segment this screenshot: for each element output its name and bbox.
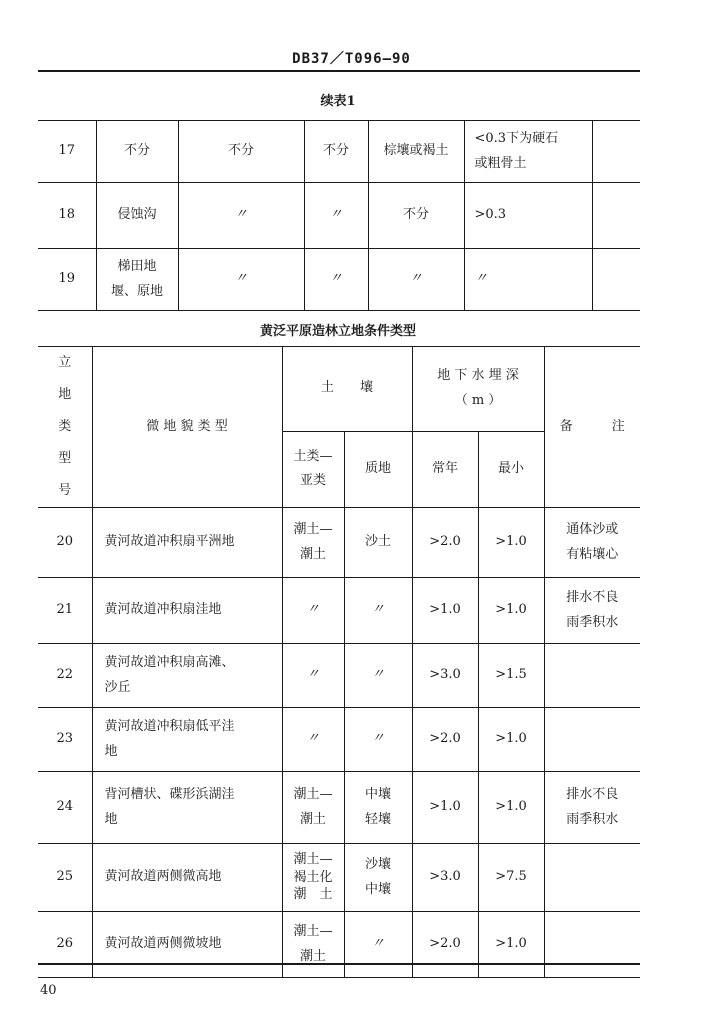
normal-depth-cell: >3.0 (412, 844, 478, 912)
table-row (38, 844, 640, 912)
minimum-depth-cell: >1.0 (478, 912, 544, 978)
soil-class-cell-line: 潮 土 (293, 887, 333, 903)
soil-class-cell (282, 912, 344, 978)
soil-texture-cell-line: 〃 (371, 602, 385, 618)
site-number-header (38, 347, 92, 508)
row-number: 20 (38, 508, 92, 578)
soil-class-header-line: 土类— (293, 448, 333, 464)
table-row (38, 644, 640, 708)
soil-texture-cell-line: 沙壤 (365, 856, 392, 872)
soil-class-cell (282, 644, 344, 708)
depth-cell (464, 249, 592, 311)
soil-class-cell-line: 褐土化 (293, 869, 333, 885)
soil-cell: 〃 (178, 249, 304, 311)
site-number-header-char: 立 (58, 355, 72, 370)
minimum-depth-cell: >1.0 (478, 772, 544, 844)
soil-class-cell-line: 潮土 (299, 811, 326, 827)
row-number: 23 (38, 708, 92, 772)
soil-header: 土 壤 (282, 347, 412, 432)
remark-cell-line: 排水不良 (566, 786, 619, 802)
remark-cell-line: 有粘壤心 (566, 546, 619, 562)
blank-cell (592, 249, 640, 311)
minimum-depth-cell: >1.5 (478, 644, 544, 708)
soil-texture-cell (344, 508, 412, 578)
depth-cell-line: 〃 (474, 271, 488, 287)
row-number: 22 (38, 644, 92, 708)
remark-cell (544, 508, 640, 578)
table-row (38, 708, 640, 772)
landform-cell (92, 644, 282, 708)
landform-cell-line: 黄河故道冲积扇低平洼 (104, 718, 235, 734)
soil-texture-cell-line: 中壤 (365, 881, 392, 897)
landform-cell-line: 黄河故道两侧微高地 (104, 869, 222, 885)
landform-cell-line: 沙丘 (104, 679, 131, 695)
remark-cell-line: 通体沙或 (566, 521, 619, 537)
soil-class-cell-line: 潮土 (299, 546, 326, 562)
landform-cell-line: 堰、原地 (110, 283, 163, 299)
remark-cell (544, 844, 640, 912)
remark-cell (544, 708, 640, 772)
soil-class-cell-line: 潮土— (293, 852, 333, 868)
landform-cell-line: 梯田地 (117, 258, 157, 274)
minimum-depth-cell: >1.0 (478, 508, 544, 578)
table-row (38, 508, 640, 578)
normal-depth-cell: >2.0 (412, 508, 478, 578)
landform-cell (96, 249, 178, 311)
landform-cell-line: 黄河故道冲积扇平洲地 (104, 534, 235, 550)
soil-texture-cell (344, 844, 412, 912)
depth-cell (464, 183, 592, 249)
soil-class-cell (282, 708, 344, 772)
soil-texture-cell-line: 〃 (371, 731, 385, 747)
soil-class-cell-line: 潮土— (293, 923, 333, 939)
landform-cell-line: 背河槽状、碟形浜湖洼 (104, 786, 235, 802)
soil-class-header (282, 431, 344, 507)
soil-texture-cell (344, 772, 412, 844)
standard-code: DB37／T096—90 (292, 51, 411, 67)
groundwater-header (412, 347, 544, 432)
row-number: 18 (38, 183, 96, 249)
soil-class-cell (282, 772, 344, 844)
normal-depth-cell: >1.0 (412, 772, 478, 844)
remark-cell (544, 644, 640, 708)
remark-cell (544, 772, 640, 844)
landform-cell-line: 地 (104, 743, 118, 759)
depth-cell-line: 或粗骨土 (474, 155, 527, 171)
continued-table-caption: 续表1 (320, 94, 356, 109)
normal-depth-cell: >1.0 (412, 578, 478, 644)
soil-class-header-line: 亚类 (299, 473, 326, 489)
remark-cell (544, 912, 640, 978)
normal-depth-cell: >2.0 (412, 708, 478, 772)
groundwater-header-line: 地 下 水 埋 深 (437, 368, 519, 384)
soil-texture-header: 质地 (344, 431, 412, 507)
normal-depth-header: 常年 (412, 431, 478, 507)
minimum-depth-header: 最小 (478, 431, 544, 507)
remark-cell-line: 排水不良 (566, 589, 619, 605)
landform-cell (92, 844, 282, 912)
soil-type-cell: 〃 (368, 249, 464, 311)
soil-class-cell-line: 〃 (306, 602, 320, 618)
row-number: 25 (38, 844, 92, 912)
depth-cell (464, 121, 592, 183)
normal-depth-cell: >3.0 (412, 644, 478, 708)
site-number-header-char: 地 (58, 387, 72, 402)
soil-class-cell (282, 578, 344, 644)
table-row (38, 578, 640, 644)
footer-rule (38, 963, 640, 965)
soil-cell: 〃 (178, 183, 304, 249)
header-rule (38, 70, 640, 72)
site-number-header-char: 类 (58, 419, 72, 434)
row-number: 24 (38, 772, 92, 844)
soil-texture-cell (344, 708, 412, 772)
soil-class-cell-line: 潮土— (293, 521, 333, 537)
table-row (38, 772, 640, 844)
soil-class-cell-line: 潮土 (299, 948, 326, 964)
soil-texture-cell (344, 578, 412, 644)
soil-type-cell: 不分 (368, 183, 464, 249)
landform-cell-line: 黄河故道两侧微坡地 (104, 936, 222, 952)
remark-cell-line: 雨季积水 (566, 811, 619, 827)
site-number-header-char: 型 (58, 451, 72, 466)
soil-texture-cell-line: 中壤 (365, 786, 392, 802)
site-type-caption: 黄泛平原造林立地条件类型 (259, 324, 416, 339)
site-number-header-char: 号 (58, 483, 72, 498)
landform-header: 微 地 貌 类 型 (92, 347, 282, 508)
soil-cell: 不分 (178, 121, 304, 183)
soil-texture-cell-line: 轻壤 (365, 811, 392, 827)
row-number: 26 (38, 912, 92, 978)
landform-cell: 侵蚀沟 (96, 183, 178, 249)
table-row (38, 183, 640, 249)
table-row (38, 121, 640, 183)
row-number: 19 (38, 249, 96, 311)
soil-texture-cell (344, 912, 412, 978)
blank-cell (592, 121, 640, 183)
texture-cell: 〃 (304, 249, 368, 311)
soil-texture-cell-line: 〃 (371, 667, 385, 683)
row-number: 21 (38, 578, 92, 644)
soil-class-cell-line: 〃 (306, 731, 320, 747)
soil-class-cell (282, 844, 344, 912)
table-row (38, 249, 640, 311)
landform-cell: 不分 (96, 121, 178, 183)
landform-cell-line: 黄河故道冲积扇洼地 (104, 602, 222, 618)
continued-table (38, 120, 640, 311)
soil-class-cell-line: 〃 (306, 667, 320, 683)
minimum-depth-cell: >1.0 (478, 708, 544, 772)
landform-cell (92, 912, 282, 978)
row-number: 17 (38, 121, 96, 183)
soil-class-cell-line: 潮土— (293, 786, 333, 802)
table-row (38, 912, 640, 978)
soil-class-cell (282, 508, 344, 578)
remark-cell (544, 578, 640, 644)
landform-cell (92, 578, 282, 644)
page-number: 40 (40, 983, 57, 998)
landform-cell-line: 地 (104, 811, 118, 827)
soil-texture-cell (344, 644, 412, 708)
minimum-depth-cell: >1.0 (478, 578, 544, 644)
remarks-header: 备 注 (544, 347, 640, 508)
minimum-depth-cell: >7.5 (478, 844, 544, 912)
soil-texture-cell-line: 沙土 (365, 534, 392, 550)
blank-cell (592, 183, 640, 249)
normal-depth-cell: >2.0 (412, 912, 478, 978)
landform-cell (92, 772, 282, 844)
soil-texture-cell-line: 〃 (371, 936, 385, 952)
depth-cell-line: >0.3 (474, 207, 507, 223)
texture-cell: 〃 (304, 183, 368, 249)
remark-cell-line: 雨季积水 (566, 614, 619, 630)
soil-type-cell: 棕壤或褐土 (368, 121, 464, 183)
depth-cell-line: <0.3下为硬石 (474, 130, 559, 146)
texture-cell: 不分 (304, 121, 368, 183)
site-type-table (38, 346, 640, 978)
landform-cell (92, 708, 282, 772)
groundwater-header-line: （ m ） (454, 392, 502, 408)
landform-cell-line: 黄河故道冲积扇高滩、 (104, 654, 235, 670)
landform-cell (92, 508, 282, 578)
